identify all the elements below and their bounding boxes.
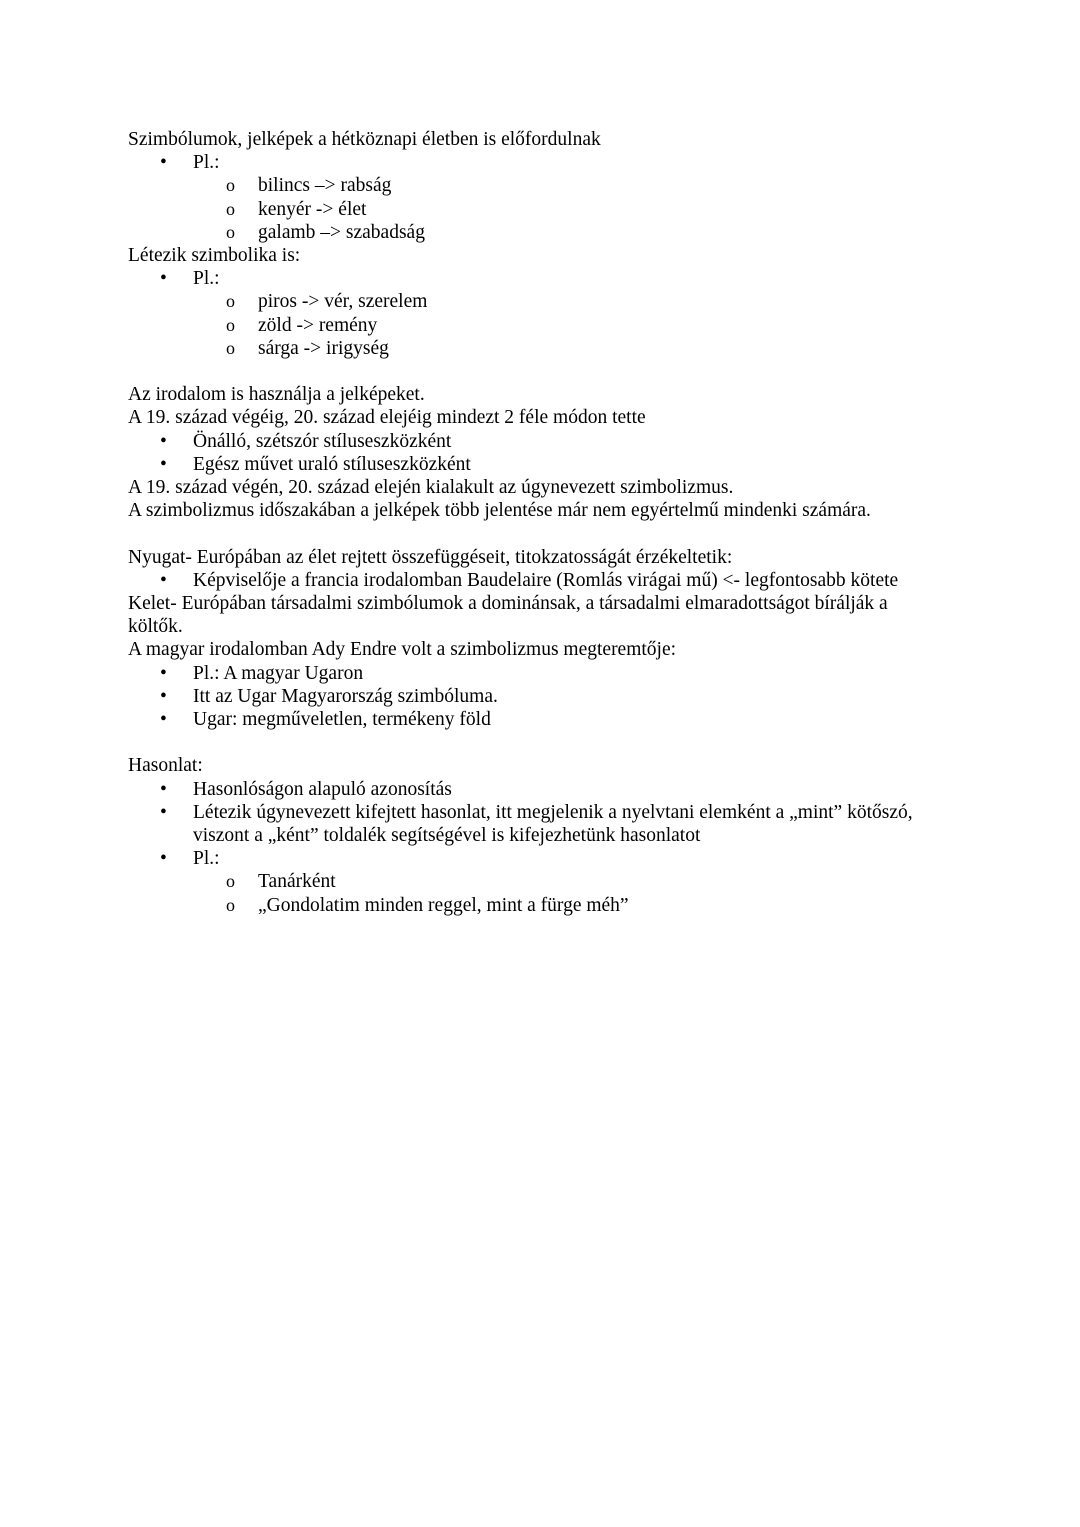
bullet-marker: • xyxy=(160,709,167,731)
paragraph-eastern-europe-line2: költők. xyxy=(128,616,183,638)
bullet-marker: • xyxy=(160,152,167,174)
sub-bullet-text: bilincs –> rabság xyxy=(258,175,392,197)
heading-simile: Hasonlat: xyxy=(128,755,203,777)
bullet-item xyxy=(128,151,948,174)
sub-bullet-text: piros -> vér, szerelem xyxy=(258,291,428,313)
sub-bullet-text: kenyér -> élet xyxy=(258,198,367,220)
bullet-item xyxy=(128,430,948,453)
paragraph-symbolism-exists: Létezik szimbolika is: xyxy=(128,245,301,267)
bullet-item xyxy=(128,778,948,801)
sub-bullet-marker: o xyxy=(226,198,235,219)
bullet-text: Pl.: xyxy=(193,268,220,290)
bullet-text: Önálló, szétszór stíluseszközként xyxy=(193,430,452,452)
bullet-marker: • xyxy=(160,801,167,823)
sub-bullet-text: zöld -> remény xyxy=(258,314,378,336)
bullet-item xyxy=(128,685,948,708)
paragraph-symbols-everyday: Szimbólumok, jelképek a hétköznapi életben is előfordulnak xyxy=(128,129,601,150)
blank-line xyxy=(128,731,948,754)
bullet-text: Pl.: xyxy=(193,152,220,174)
sub-bullet-marker: o xyxy=(226,291,235,312)
paragraph-19th-century: A 19. század végéig, 20. század elejéig mindezt 2 féle módon tette xyxy=(128,407,646,429)
bullet-item xyxy=(128,569,948,592)
sub-bullet-marker: o xyxy=(226,314,235,335)
bullet-text: Pl.: A magyar Ugaron xyxy=(193,662,364,684)
bullet-text: Létezik úgynevezett kifejtett hasonlat, itt megjelenik a nyelvtani elemként a „mint” kötőszó, xyxy=(193,801,913,823)
paragraph-symbolism-period: A szimbolizmus időszakában a jelképek több jelentése már nem egyértelmű mindenki számára. xyxy=(128,500,871,522)
bullet-marker: • xyxy=(160,662,167,684)
paragraph-literature-symbols: Az irodalom is használja a jelképeket. xyxy=(128,384,425,406)
sub-bullet-marker: o xyxy=(226,894,235,915)
sub-bullet-marker: o xyxy=(226,337,235,358)
sub-bullet-text: Tanárként xyxy=(258,871,336,893)
bullet-item xyxy=(128,847,948,870)
sub-bullet-item xyxy=(128,894,948,917)
bullet-item xyxy=(128,662,948,685)
sub-bullet-item xyxy=(128,221,948,244)
blank-line xyxy=(128,360,948,383)
bullet-marker: • xyxy=(160,685,167,707)
bullet-item xyxy=(128,801,948,824)
paragraph-hungarian-literature: A magyar irodalomban Ady Endre volt a szimbolizmus megteremtője: xyxy=(128,639,677,661)
sub-bullet-item xyxy=(128,337,948,360)
paragraph-western-europe: Nyugat- Európában az élet rejtett összefüggéseit, titokzatosságát érzékeltetik: xyxy=(128,546,733,568)
blank-line xyxy=(128,522,948,545)
sub-bullet-item xyxy=(128,198,948,221)
sub-bullet-item xyxy=(128,870,948,893)
bullet-marker: • xyxy=(160,778,167,800)
bullet-marker: • xyxy=(160,268,167,290)
sub-bullet-text: „Gondolatim minden reggel, mint a fürge méh” xyxy=(258,894,629,916)
sub-bullet-marker: o xyxy=(226,221,235,242)
bullet-text: Itt az Ugar Magyarország szimbóluma. xyxy=(193,685,498,707)
bullet-text: Egész művet uraló stíluseszközként xyxy=(193,453,471,475)
paragraph-eastern-europe-line1: Kelet- Európában társadalmi szimbólumok a dominánsak, a társadalmi elmaradottságot bírálják a xyxy=(128,593,888,615)
bullet-continuation: viszont a „ként” toldalék segítségével is kifejezhetünk hasonlatot xyxy=(193,825,701,847)
bullet-text: Képviselője a francia irodalomban Baudelaire (Romlás virágai mű) <- legfontosabb kötete xyxy=(193,569,899,591)
sub-bullet-item xyxy=(128,314,948,337)
bullet-item xyxy=(128,267,948,290)
paragraph-symbolism-origin: A 19. század végén, 20. század elején kialakult az úgynevezett szimbolizmus. xyxy=(128,477,734,499)
bullet-marker: • xyxy=(160,430,167,452)
bullet-text: Hasonlóságon alapuló azonosítás xyxy=(193,778,452,800)
bullet-item xyxy=(128,453,948,476)
sub-bullet-item xyxy=(128,174,948,197)
sub-bullet-item xyxy=(128,290,948,313)
bullet-text: Pl.: xyxy=(193,848,220,870)
sub-bullet-text: galamb –> szabadság xyxy=(258,221,425,243)
bullet-item xyxy=(128,708,948,731)
sub-bullet-marker: o xyxy=(226,871,235,892)
sub-bullet-marker: o xyxy=(226,175,235,196)
bullet-marker: • xyxy=(160,453,167,475)
bullet-marker: • xyxy=(160,569,167,591)
sub-bullet-text: sárga -> irigység xyxy=(258,337,389,359)
bullet-marker: • xyxy=(160,848,167,870)
bullet-text: Ugar: megműveletlen, termékeny föld xyxy=(193,709,491,731)
document-body xyxy=(128,128,948,917)
